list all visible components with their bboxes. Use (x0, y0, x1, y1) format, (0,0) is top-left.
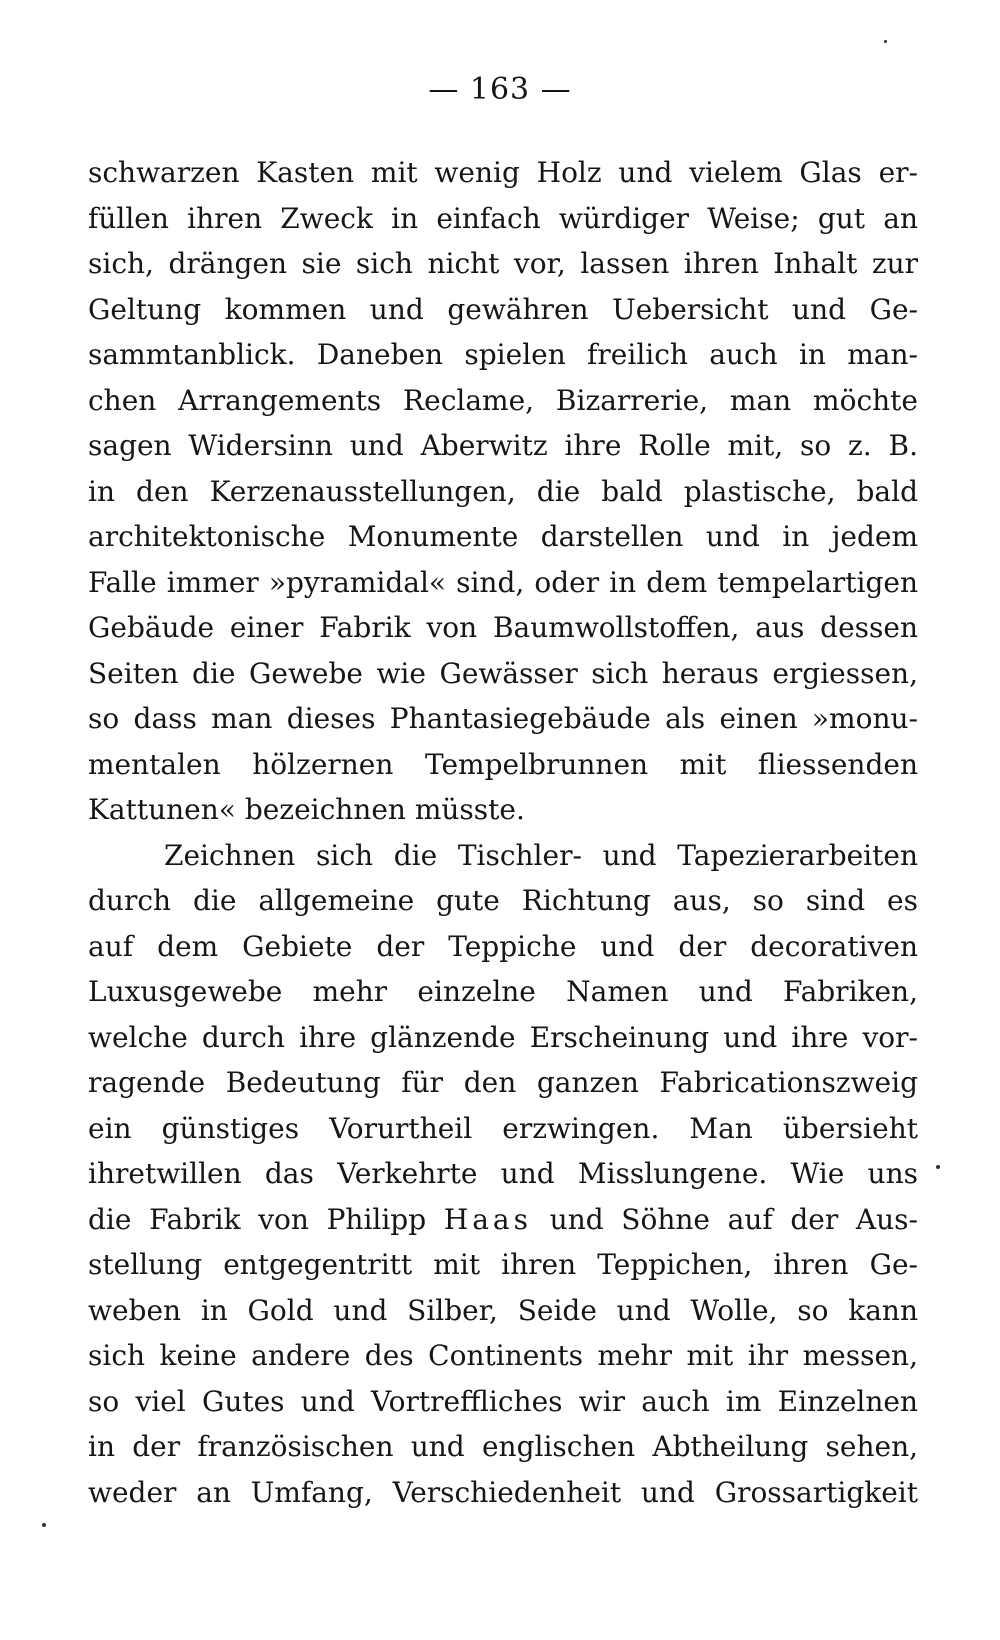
print-speck (884, 40, 887, 43)
text-line: so viel Gutes und Vortreffliches wir auch im Einzelnen (88, 1384, 918, 1418)
text-line: ihretwillen das Verkehrte und Misslungene. Wie uns (88, 1157, 918, 1190)
text-segment: und Söhne auf der Aus- (549, 1202, 918, 1236)
text-line: weder an Umfang, Verschiedenheit und Grossartigkeit (88, 1475, 918, 1509)
text-line: auf dem Gebiete der Teppiche und der decorativen (88, 929, 918, 963)
paragraph-end-line: Kattunen« bezeichnen müsste. (88, 793, 525, 826)
text-line: Seiten die Gewebe wie Gewässer sich heraus ergiessen, (88, 656, 918, 690)
text-line: durch die allgemeine gute Richtung aus, so sind es (88, 884, 918, 917)
text-line: stellung entgegentritt mit ihren Teppichen, ihren Ge- (88, 1248, 918, 1281)
text-line: ein günstiges Vorurtheil erzwingen. Man übersieht (88, 1111, 918, 1145)
paragraph-start-line: Zeichnen sich die Tischler- und Tapezierarbeiten (164, 838, 918, 872)
text-line: sagen Widersinn und Aberwitz ihre Rolle mit, so z. B. (88, 429, 918, 462)
print-speck (42, 1523, 46, 1527)
text-line: in der französischen und englischen Abtheilung sehen, (88, 1430, 918, 1463)
text-line: welche durch ihre glänzende Erscheinung und ihre vor- (88, 1020, 918, 1054)
text-line: architektonische Monumente darstellen und in jedem (88, 520, 918, 553)
text-line: in den Kerzenausstellungen, die bald plastische, bald (88, 474, 918, 508)
text-line-with-name (88, 1197, 918, 1243)
text-line: Gebäude einer Fabrik von Baumwollstoffen, aus dessen (88, 611, 918, 644)
text-line: mentalen hölzernen Tempelbrunnen mit fliessenden (88, 747, 918, 781)
text-line: füllen ihren Zweck in einfach würdiger Weise; gut an (88, 201, 918, 235)
print-speck (936, 1165, 940, 1169)
text-line: sich, drängen sie sich nicht vor, lassen ihren Inhalt zur (88, 247, 918, 280)
page-number: — 163 — (428, 72, 572, 107)
text-line: schwarzen Kasten mit wenig Holz und vielem Glas er- (88, 156, 918, 189)
body-text (88, 150, 918, 1515)
text-line: Geltung kommen und gewähren Uebersicht und Ge- (88, 292, 918, 326)
spaced-name: Haas (443, 1202, 532, 1236)
text-segment: die Fabrik von Philipp (88, 1202, 427, 1236)
text-line: chen Arrangements Reclame, Bizarrerie, man möchte (88, 383, 918, 417)
text-line: sich keine andere des Continents mehr mit ihr messen, (88, 1339, 918, 1372)
text-line: sammtanblick. Daneben spielen freilich auch in man- (88, 338, 918, 371)
text-line: ragende Bedeutung für den ganzen Fabricationszweig (88, 1066, 918, 1099)
text-line: weben in Gold und Silber, Seide und Wolle, so kann (88, 1293, 918, 1327)
text-line: Luxusgewebe mehr einzelne Namen und Fabriken, (88, 975, 918, 1008)
text-line: Falle immer »pyramidal« sind, oder in dem tempelartigen (88, 565, 918, 599)
text-line: so dass man dieses Phantasiegebäude als einen »monu- (88, 702, 918, 735)
